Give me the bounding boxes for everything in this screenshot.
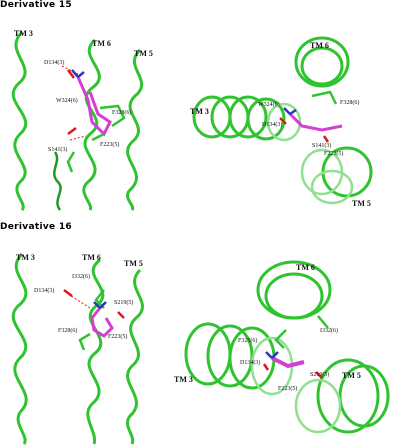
panel-15-top-view: [172, 22, 395, 212]
tm6-label: TM 6: [310, 41, 329, 50]
tm6-label: TM 6: [92, 39, 111, 48]
tm5-label: TM 5: [342, 371, 361, 380]
tm5-label: TM 5: [352, 199, 371, 208]
panel-16-side-view: [0, 246, 160, 446]
residue-label: W324(6): [258, 102, 280, 108]
panel-15-side-view: [0, 22, 160, 212]
residue-label: D134(3): [34, 288, 55, 294]
residue-label: D134(3): [44, 60, 65, 66]
tm5-label: TM 5: [134, 49, 153, 58]
residue-label: D134(3): [262, 122, 283, 128]
residue-label: S141(3): [48, 147, 68, 153]
tm3-label: TM 3: [190, 107, 209, 116]
residue-label: D134(3): [240, 360, 261, 366]
panel-16-top-view: [168, 246, 395, 446]
residue-label: F325(6): [238, 338, 258, 344]
tm3-label: TM 3: [14, 29, 33, 38]
tm3-label: TM 3: [16, 253, 35, 262]
tm6-label: TM 6: [82, 253, 101, 262]
heading-derivative-16: Derivative 16: [0, 222, 72, 232]
residue-label: S219(5): [114, 300, 134, 306]
residue-label: F328(6): [340, 100, 360, 106]
residue-label: F223(5): [324, 151, 344, 157]
residue-label: I332(6): [320, 328, 338, 334]
residue-label: F328(6): [112, 110, 132, 116]
tm5-label: TM 5: [124, 259, 143, 268]
residue-label: W324(6): [56, 98, 78, 104]
tm3-label: TM 3: [174, 375, 193, 384]
residue-label: F328(6): [58, 328, 78, 334]
tm6-label: TM 6: [296, 263, 315, 272]
residue-label: S219(5): [310, 372, 330, 378]
residue-label: I332(6): [72, 274, 90, 280]
residue-label: F223(5): [100, 142, 120, 148]
heading-derivative-15: Derivative 15: [0, 0, 72, 10]
residue-label: F223(5): [108, 334, 128, 340]
residue-label: F223(5): [278, 386, 298, 392]
residue-label: S141(3): [312, 143, 332, 149]
